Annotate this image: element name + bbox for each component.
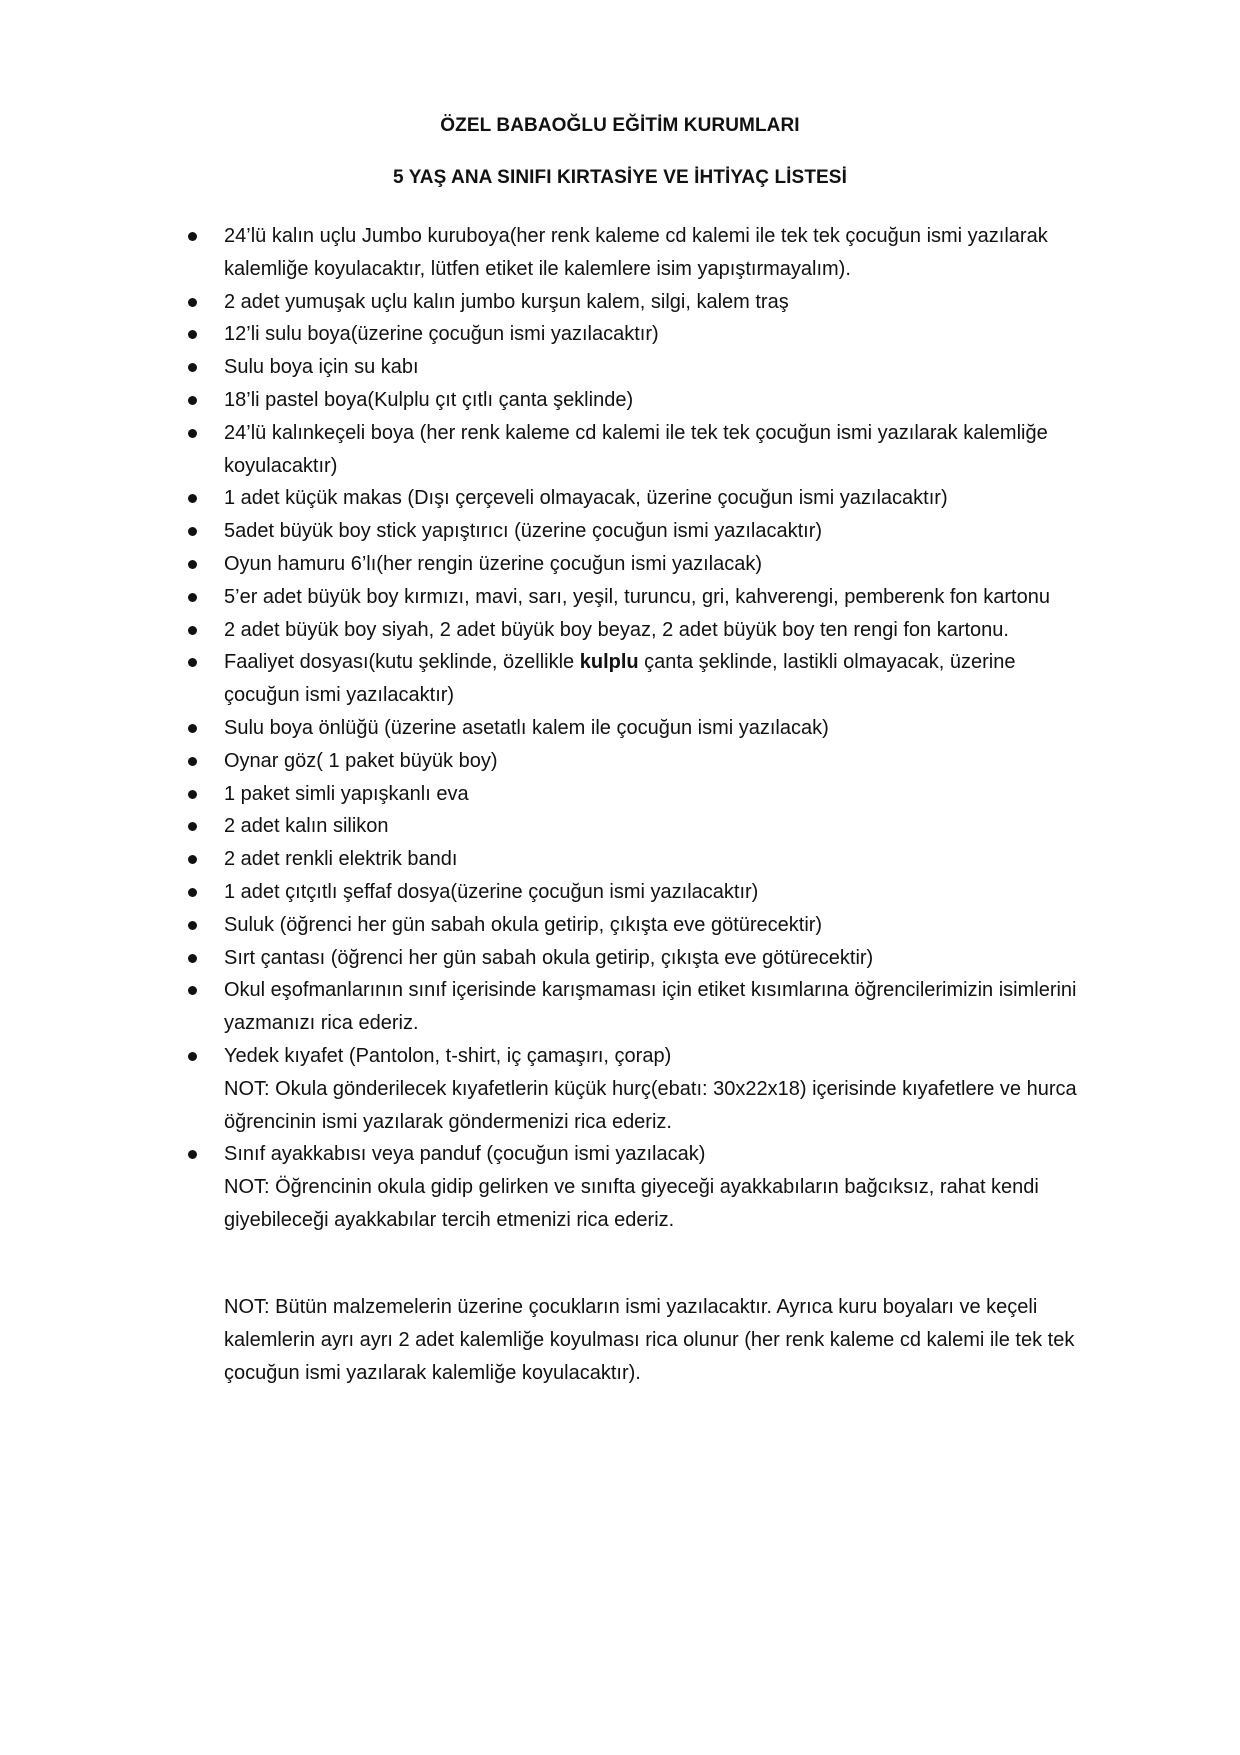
- list-item: [0, 318, 1094, 351]
- item-text: Sırt çantası (öğrenci her gün sabah okula getirip, çıkışta eve götürecektir): [224, 946, 874, 969]
- item-text: Suluk (öğrenci her gün sabah okula getirip, çıkışta eve götürecektir): [224, 913, 823, 936]
- list-item: [0, 810, 1094, 843]
- bullet-icon: [188, 232, 197, 241]
- list-item: [0, 942, 1094, 975]
- list-item: [0, 909, 1094, 942]
- item-text: 1 adet çıtçıtlı şeffaf dosya(üzerine çocuğun ismi yazılacaktır): [224, 880, 759, 903]
- list-title: 5 YAŞ ANA SINIFI KIRTASİYE VE İHTİYAÇ LİSTESİ: [393, 167, 847, 188]
- list-item: [0, 778, 1094, 811]
- list-item: [0, 712, 1094, 745]
- bullet-icon: [188, 921, 197, 930]
- bullet-icon: [188, 822, 197, 831]
- item-text: Sulu boya için su kabı: [224, 356, 419, 379]
- item-text: 18’li pastel boya(Kulplu çıt çıtlı çanta şeklinde): [224, 388, 634, 411]
- bullet-icon: [188, 757, 197, 766]
- item-text-bold: kulplu: [579, 651, 639, 674]
- bullet-icon: [188, 298, 197, 307]
- list-item: [0, 417, 1094, 483]
- item-text: 1 paket simli yapışkanlı eva: [224, 782, 469, 805]
- supply-list: [0, 220, 1240, 1237]
- list-item: [0, 384, 1094, 417]
- bullet-icon: [188, 429, 197, 438]
- item-text: 2 adet büyük boy siyah, 2 adet büyük boy beyaz, 2 adet büyük boy ten rengi fon kartonu.: [224, 618, 1009, 641]
- item-text: Sulu boya önlüğü (üzerine asetatlı kalem ile çocuğun ismi yazılacak): [224, 716, 829, 739]
- item-text: 2 adet yumuşak uçlu kalın jumbo kurşun kalem, silgi, kalem traş: [224, 290, 789, 313]
- bullet-icon: [188, 527, 197, 536]
- bullet-icon: [188, 888, 197, 897]
- item-text: Sınıf ayakkabısı veya panduf (çocuğun ismi yazılacak): [224, 1143, 706, 1166]
- bullet-icon: [188, 724, 197, 733]
- bullet-icon: [188, 790, 197, 799]
- item-text: [224, 646, 1094, 712]
- list-item: [0, 581, 1094, 614]
- item-text: Oyun hamuru 6’lı(her rengin üzerine çocuğun ismi yazılacak): [224, 552, 763, 575]
- list-item: [0, 974, 1094, 1040]
- bullet-icon: [188, 986, 197, 995]
- item-text: 2 adet renkli elektrik bandı: [224, 848, 458, 871]
- list-item: [0, 614, 1094, 647]
- list-item: [0, 351, 1094, 384]
- bullet-icon: [188, 954, 197, 963]
- item-text: 1 adet küçük makas (Dışı çerçeveli olmayacak, üzerine çocuğun ismi yazılacaktır): [224, 487, 948, 510]
- item-text: 2 adet kalın silikon: [224, 815, 389, 838]
- item-text: Yedek kıyafet (Pantolon, t-shirt, iç çamaşırı, çorap): [224, 1044, 672, 1067]
- bullet-icon: [188, 593, 197, 602]
- bullet-icon: [188, 626, 197, 635]
- list-item: [0, 286, 1094, 319]
- bullet-icon: [188, 330, 197, 339]
- list-item: [0, 220, 1094, 286]
- item-text: 24’lü kalınkeçeli boya (her renk kaleme cd kalemi ile tek tek çocuğun ismi yazılarak kalemliğe koyulacaktır): [224, 421, 1048, 477]
- item-text: Oynar göz( 1 paket büyük boy): [224, 749, 498, 772]
- bullet-icon: [188, 1150, 197, 1159]
- bullet-icon: [188, 396, 197, 405]
- bullet-icon: [188, 494, 197, 503]
- item-text: Okul eşofmanlarının sınıf içerisinde karışmaması için etiket kısımlarına öğrencilerimizin isimlerini yazmanızı rica ederiz.: [224, 979, 1077, 1035]
- bullet-icon: [188, 363, 197, 372]
- item-note: NOT: Öğrencinin okula gidip gelirken ve sınıfta giyeceği ayakkabıların bağcıksız, rahat kendi giyebileceği ayakkabılar tercih etmenizi rica ederiz.: [224, 1176, 1039, 1231]
- item-note: NOT: Okula gönderilecek kıyafetlerin küçük hurç(ebatı: 30x22x18) içerisinde kıyafetlere ve hurca öğrencinin ismi yazılarak göndermenizi rica ederiz.: [224, 1077, 1077, 1133]
- list-item: [0, 843, 1094, 876]
- institution-title: ÖZEL BABAOĞLU EĞİTİM KURUMLARI: [440, 115, 800, 136]
- bullet-icon: [188, 855, 197, 864]
- list-item: [0, 876, 1094, 909]
- item-text: 24’lü kalın uçlu Jumbo kuruboya(her renk kaleme cd kalemi ile tek tek çocuğun ismi yazılarak kalemliğe koyulacaktır, lütfen etiket ile kalemlere isim yapıştırmayalım).: [224, 225, 1048, 280]
- item-text-after: çanta şeklinde, lastikli olmayacak, üzerine çocuğun ismi yazılacaktır): [224, 651, 1016, 707]
- item-text: 12’li sulu boya(üzerine çocuğun ismi yazılacaktır): [224, 323, 659, 346]
- list-item: [0, 515, 1094, 548]
- list-item: [0, 1138, 1094, 1236]
- general-note: NOT: Bütün malzemelerin üzerine çocukların ismi yazılacaktır. Ayrıca kuru boyaları ve keçeli kalemlerin ayrı ayrı 2 adet kalemliğe koyulması rica olunur (her renk kaleme cd kalemi ile tek tek çocuğun ismi yazılarak kalemliğe koyulacaktır).: [224, 1296, 1075, 1384]
- item-text: 5’er adet büyük boy kırmızı, mavi, sarı, yeşil, turuncu, gri, kahverengi, pemberenk fon kartonu: [224, 585, 1050, 608]
- item-text: 5adet büyük boy stick yapıştırıcı (üzerine çocuğun ismi yazılacaktır): [224, 520, 823, 543]
- bullet-icon: [188, 658, 197, 667]
- list-item: [0, 745, 1094, 778]
- bullet-icon: [188, 560, 197, 569]
- list-item: [0, 646, 1094, 712]
- list-item: [0, 1040, 1094, 1138]
- item-text-before: Faaliyet dosyası(kutu şeklinde, özellikle: [224, 651, 580, 674]
- bullet-icon: [188, 1052, 197, 1061]
- list-item: [0, 548, 1094, 581]
- list-item: [0, 482, 1094, 515]
